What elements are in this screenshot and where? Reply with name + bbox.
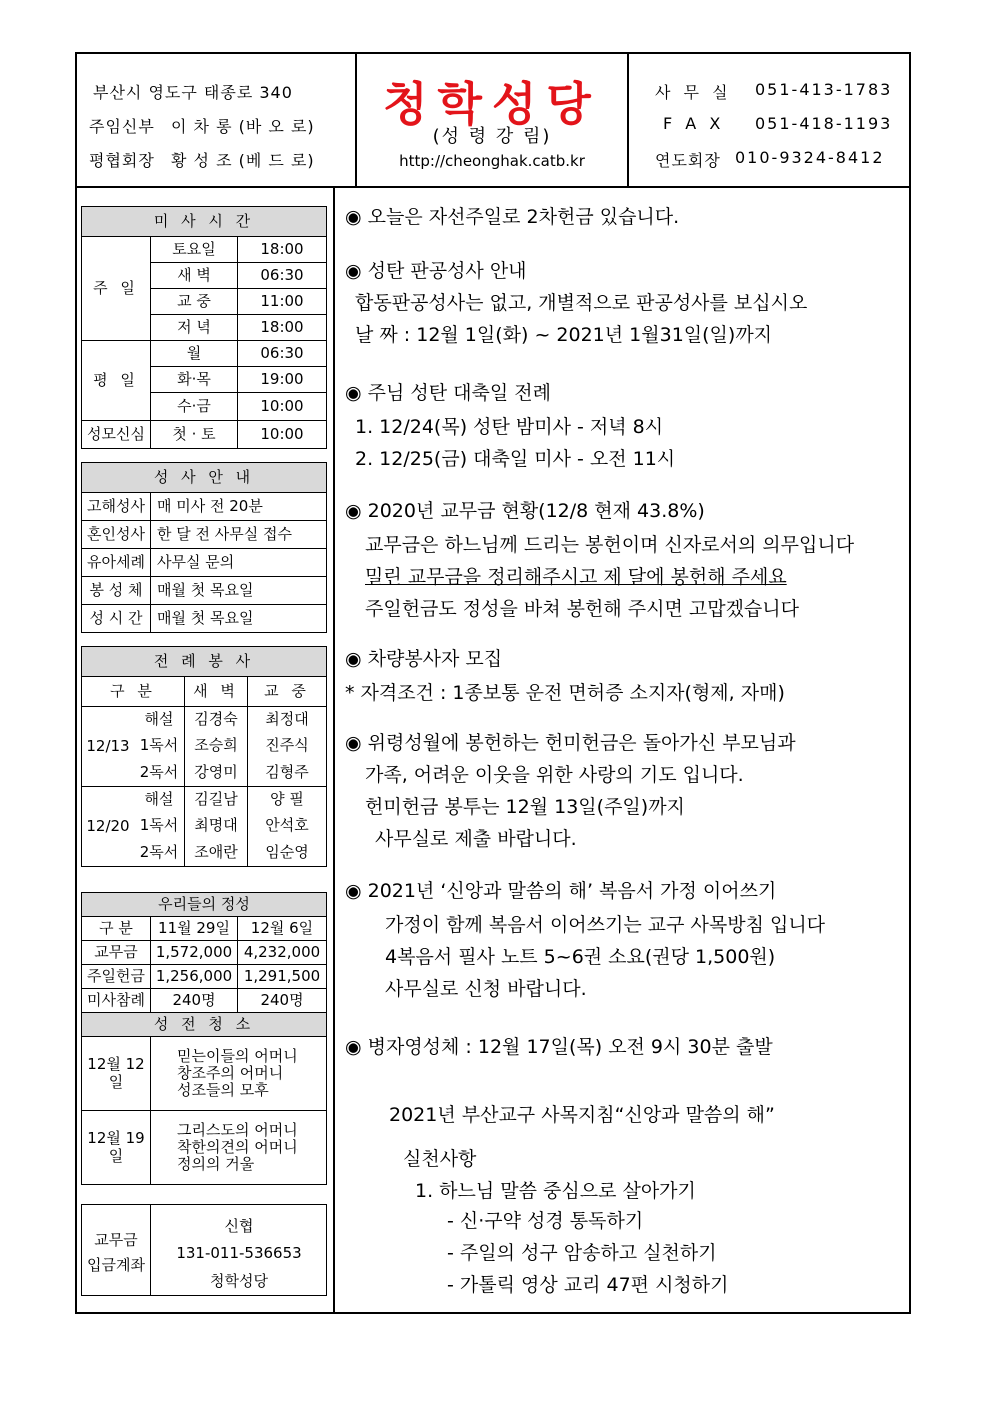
bulletin-header bbox=[77, 54, 909, 188]
pastoral-guideline-subitem: - 신·구약 성경 통독하기 bbox=[447, 1210, 644, 1232]
pastor-name: 이 차 롱 (바 오 로) bbox=[171, 117, 315, 136]
account-number: 131-011-536653 bbox=[176, 1244, 302, 1262]
notice-memorial-line: 헌미헌금 봉투는 12월 13일(주일)까지 bbox=[365, 796, 685, 818]
cleaning-group: 정의의 거울 bbox=[177, 1155, 255, 1174]
notice-memorial-line: 가족, 어려운 이웃을 위한 사랑의 기도 입니다. bbox=[365, 764, 744, 786]
cleaning-title: 성 전 청 소 bbox=[82, 1013, 327, 1037]
header-contacts bbox=[629, 54, 909, 186]
cleaning-date: 12월 12일 bbox=[82, 1037, 151, 1111]
weekday-label: 평 일 bbox=[82, 341, 151, 421]
liturgy-dawn-name: 김길남 bbox=[185, 787, 248, 813]
church-url[interactable]: http://cheonghak.catb.kr bbox=[399, 152, 585, 170]
account-bank: 신협 bbox=[224, 1217, 254, 1235]
offering-label: 미사참례 bbox=[82, 989, 151, 1013]
sacrament-value: 한 달 전 사무실 접수 bbox=[151, 521, 327, 549]
sacrament-value: 매 미사 전 20분 bbox=[151, 493, 327, 521]
marian-label: 성모신심 bbox=[82, 421, 151, 449]
account-holder: 청학성당 bbox=[210, 1272, 268, 1290]
liturgy-main-name: 김형주 bbox=[248, 759, 327, 787]
notice-christmas-line: 1. 12/24(목) 성탄 밤미사 - 저녁 8시 bbox=[355, 416, 664, 438]
sacrament-label: 성 시 간 bbox=[82, 605, 151, 633]
pastoral-guideline-subitem: - 주일의 성구 암송하고 실천하기 bbox=[447, 1242, 717, 1264]
liturgical-subtitle: (성 령 강 림) bbox=[432, 126, 552, 147]
cleaning-group: 믿는이들의 어머니 bbox=[177, 1046, 298, 1065]
liturgy-role: 해설 bbox=[144, 790, 174, 809]
offerings-col-a: 11월 29일 bbox=[151, 917, 238, 941]
notice-confession-line: 합동판공성사는 없고, 개별적으로 판공성사를 보십시오 bbox=[355, 292, 808, 314]
liturgy-role: 해설 bbox=[144, 710, 174, 729]
offering-value: 4,232,000 bbox=[238, 941, 327, 965]
cleaning-groups bbox=[151, 1037, 327, 1111]
notice-drivers-title: ◉ 차량봉사자 모집 bbox=[345, 648, 503, 670]
pastoral-guideline-title: 2021년 부산교구 사목지침“신앙과 말씀의 해” bbox=[389, 1104, 775, 1126]
account-label bbox=[82, 1205, 151, 1295]
mass-day: 교 중 bbox=[151, 289, 238, 315]
mass-day: 저 녁 bbox=[151, 315, 238, 341]
offering-value: 240명 bbox=[151, 989, 238, 1013]
mass-times-table bbox=[81, 206, 327, 449]
cleaning-group: 착한의견의 어머니 bbox=[177, 1137, 298, 1156]
notice-gospel-title: ◉ 2021년 ‘신앙과 말씀의 해’ 복음서 가정 이어쓰기 bbox=[345, 880, 777, 902]
sacrament-label: 혼인성사 bbox=[82, 521, 151, 549]
liturgy-main-name: 최정대 bbox=[248, 707, 327, 733]
sacrament-label: 유아세례 bbox=[82, 549, 151, 577]
cleaning-groups bbox=[151, 1111, 327, 1185]
fax-label: F A X bbox=[663, 114, 725, 133]
notice-gospel-line: 가정이 함께 복음서 이어쓰기는 교구 사목방침 입니다 bbox=[385, 914, 826, 936]
liturgy-main-name: 안석호 bbox=[248, 813, 327, 839]
liturgy-date: 12/20 bbox=[82, 787, 135, 867]
mass-time: 06:30 bbox=[238, 341, 327, 367]
account-details bbox=[151, 1205, 327, 1295]
notice-dues-line: 주일헌금도 정성을 바쳐 봉헌해 주시면 고맙겠습니다 bbox=[365, 598, 799, 620]
marian-day: 첫 · 토 bbox=[151, 421, 238, 449]
sunday-label: 주 일 bbox=[82, 237, 151, 341]
liturgy-role: 2독서 bbox=[134, 839, 185, 867]
notice-confession-title: ◉ 성탄 판공성사 안내 bbox=[345, 260, 527, 282]
mass-times-title: 미 사 시 간 bbox=[82, 207, 327, 237]
mass-time: 19:00 bbox=[238, 367, 327, 393]
pastoral-guideline-subtitle: 실천사항 bbox=[403, 1148, 477, 1170]
offerings-col-b: 12월 6일 bbox=[238, 917, 327, 941]
sacrament-value: 매월 첫 목요일 bbox=[151, 605, 327, 633]
offering-value: 1,256,000 bbox=[151, 965, 238, 989]
sacraments-title: 성 사 안 내 bbox=[82, 463, 327, 493]
liturgy-main-name: 진주식 bbox=[248, 733, 327, 759]
cleaning-date: 12월 19일 bbox=[82, 1111, 151, 1185]
mass-time: 18:00 bbox=[238, 237, 327, 263]
liturgy-title: 전 례 봉 사 bbox=[82, 647, 327, 677]
council-name: 황 성 조 (베 드 로) bbox=[171, 151, 315, 170]
church-address: 부산시 영도구 태종로 340 bbox=[93, 83, 293, 102]
account-box bbox=[81, 1204, 327, 1296]
offering-value: 1,572,000 bbox=[151, 941, 238, 965]
cleaning-group: 창조주의 어머니 bbox=[177, 1063, 284, 1082]
sacrament-label: 봉 성 체 bbox=[82, 577, 151, 605]
liturgy-dawn-name: 조애란 bbox=[185, 839, 248, 867]
notice-gospel-line: 4복음서 필사 노트 5~6권 소요(권당 1,500원) bbox=[385, 946, 776, 968]
rep-phone: 010-9324-8412 bbox=[735, 148, 885, 167]
mass-time: 10:00 bbox=[238, 393, 327, 421]
account-label-line: 입금계좌 bbox=[87, 1256, 145, 1274]
cleaning-group: 그리스도의 어머니 bbox=[177, 1120, 298, 1139]
offerings-title: 우리들의 정성 bbox=[82, 893, 327, 917]
liturgy-col-dawn: 새 벽 bbox=[185, 677, 248, 707]
mass-day: 월 bbox=[151, 341, 238, 367]
notice-second-collection: ◉ 오늘은 자선주일로 2차헌금 있습니다. bbox=[345, 206, 680, 228]
marian-time: 10:00 bbox=[238, 421, 327, 449]
sacrament-value: 사무실 문의 bbox=[151, 549, 327, 577]
liturgy-date: 12/13 bbox=[82, 707, 135, 787]
notice-confession-line: 날 짜 : 12월 1일(화) ~ 2021년 1월31일(일)까지 bbox=[355, 324, 773, 346]
mass-day: 화·목 bbox=[151, 367, 238, 393]
notices-column bbox=[335, 188, 909, 1312]
offerings-table bbox=[81, 892, 327, 1185]
mass-time: 18:00 bbox=[238, 315, 327, 341]
church-name: 청학성당 bbox=[383, 77, 601, 131]
sacrament-value: 매월 첫 목요일 bbox=[151, 577, 327, 605]
cleaning-group: 성조들의 모후 bbox=[177, 1081, 269, 1100]
notice-drivers-line: * 자격조건 : 1종보통 운전 면허증 소지자(형제, 자매) bbox=[345, 682, 785, 704]
notice-gospel-line: 사무실로 신청 바랍니다. bbox=[385, 978, 587, 1000]
offering-value: 1,291,500 bbox=[238, 965, 327, 989]
liturgy-dawn-name: 강영미 bbox=[185, 759, 248, 787]
account-label-line: 교무금 bbox=[94, 1231, 138, 1249]
fax-number: 051-418-1193 bbox=[755, 114, 893, 133]
notice-christmas-title: ◉ 주님 성탄 대축일 전례 bbox=[345, 382, 551, 404]
mass-time: 06:30 bbox=[238, 263, 327, 289]
liturgy-table bbox=[81, 646, 327, 867]
liturgy-main-name: 임순영 bbox=[248, 839, 327, 867]
pastoral-guideline-item: 1. 하느님 말씀 중심으로 살아가기 bbox=[415, 1180, 696, 1202]
liturgy-main-name: 양 필 bbox=[248, 787, 327, 813]
council-label: 평협회장 bbox=[89, 151, 155, 170]
office-label: 사 무 실 bbox=[655, 83, 732, 102]
liturgy-role: 2독서 bbox=[134, 759, 185, 787]
offering-value: 240명 bbox=[238, 989, 327, 1013]
left-column bbox=[77, 188, 335, 1312]
pastoral-guideline-subitem: - 가톨릭 영상 교리 47편 시청하기 bbox=[447, 1274, 729, 1296]
notice-memorial-title: ◉ 위령성월에 봉헌하는 헌미헌금은 돌아가신 부모님과 bbox=[345, 732, 796, 754]
pastor-label: 주임신부 bbox=[89, 117, 155, 136]
offering-label: 교무금 bbox=[82, 941, 151, 965]
liturgy-dawn-name: 최명대 bbox=[185, 813, 248, 839]
offering-label: 주일헌금 bbox=[82, 965, 151, 989]
mass-time: 11:00 bbox=[238, 289, 327, 315]
liturgy-role: 1독서 bbox=[139, 815, 179, 834]
header-title-block bbox=[357, 54, 629, 186]
notice-christmas-line: 2. 12/25(금) 대축일 미사 - 오전 11시 bbox=[355, 448, 676, 470]
notice-memorial-line: 사무실로 제출 바랍니다. bbox=[375, 828, 577, 850]
liturgy-role: 1독서 bbox=[139, 735, 179, 754]
liturgy-dawn-name: 조승희 bbox=[185, 733, 248, 759]
mass-day: 토요일 bbox=[151, 237, 238, 263]
header-info-left bbox=[77, 54, 357, 186]
liturgy-dawn-name: 김경숙 bbox=[185, 707, 248, 733]
office-phone: 051-413-1783 bbox=[755, 80, 893, 99]
mass-day: 수·금 bbox=[151, 393, 238, 421]
notice-dues-title: ◉ 2020년 교무금 현황(12/8 현재 43.8%) bbox=[345, 500, 705, 522]
notice-dues-line: 교무금은 하느님께 드리는 봉헌이며 신자로서의 의무입니다 bbox=[365, 534, 855, 556]
liturgy-col-div: 구 분 bbox=[82, 677, 185, 707]
sacrament-label: 고해성사 bbox=[82, 493, 151, 521]
offerings-col-div: 구 분 bbox=[82, 917, 151, 941]
notice-dues-line-underlined: 밀린 교무금을 정리해주시고 제 달에 봉헌해 주세요 bbox=[365, 566, 787, 588]
sacraments-table bbox=[81, 462, 327, 633]
notice-sick-communion: ◉ 병자영성체 : 12월 17일(목) 오전 9시 30분 출발 bbox=[345, 1036, 773, 1058]
liturgy-col-main: 교 중 bbox=[248, 677, 327, 707]
mass-day: 새 벽 bbox=[151, 263, 238, 289]
rep-label: 연도회장 bbox=[655, 151, 721, 170]
bulletin-frame bbox=[75, 52, 911, 1314]
